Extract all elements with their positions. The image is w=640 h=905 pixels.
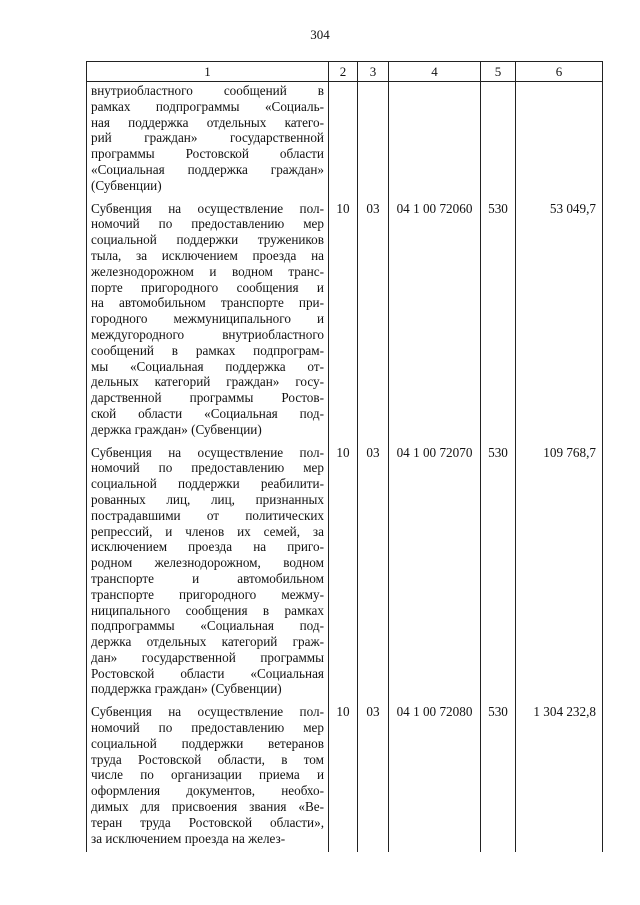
column-header-2: 2	[329, 62, 358, 82]
description-line: ная поддержка отдельных катего-	[91, 114, 324, 130]
spacer-cell	[329, 846, 358, 852]
description-line: Субвенция на осуществление пол-	[91, 704, 324, 720]
description-line: держка граждан» (Субвенции)	[91, 421, 262, 437]
expense-type-code: 530	[481, 438, 516, 698]
column-header-1: 1	[87, 62, 329, 82]
description-line: оформления документов, необхо-	[91, 783, 324, 799]
description-line: номочий по предоставлению мер	[91, 720, 324, 736]
description-line: «Социальная поддержка граждан»	[91, 161, 324, 177]
description-line: Субвенция на осуществление пол-	[91, 444, 324, 460]
description-line: репрессий, и членов их семей, за	[91, 523, 324, 539]
amount-value: 1 304 232,8	[516, 697, 603, 846]
description-line: числе по организации приема и	[91, 767, 324, 783]
expense-type-code: 530	[481, 194, 516, 438]
subsection-code	[358, 82, 389, 194]
spacer-cell	[516, 846, 603, 852]
description-line: рамках подпрограммы «Социаль-	[91, 98, 324, 114]
row-description	[87, 194, 329, 438]
description-line: номочий по предоставлению мер	[91, 216, 324, 232]
section-code: 10	[329, 438, 358, 698]
expense-type-code	[481, 82, 516, 194]
description-line: транспорте и автомобильном	[91, 570, 324, 586]
description-line: подпрограммы «Социальная под-	[91, 618, 324, 634]
description-line: (Субвенции)	[91, 177, 162, 193]
row-description	[87, 438, 329, 698]
description-line: внутриобластного сообщений в	[91, 83, 324, 98]
description-line: за исключением проезда на желез-	[91, 830, 286, 846]
budget-table	[86, 61, 603, 852]
section-code: 10	[329, 697, 358, 846]
column-header-4: 4	[389, 62, 481, 82]
target-article-code: 04 1 00 72080	[389, 697, 481, 846]
description-line: социальной поддержки тружеников	[91, 232, 324, 248]
target-article-code: 04 1 00 72070	[389, 438, 481, 698]
description-line: рий граждан» государственной	[91, 130, 324, 146]
description-line: тыла, за исключением проезда на	[91, 247, 324, 263]
subsection-code: 03	[358, 194, 389, 438]
description-line: мы «Социальная поддержка от-	[91, 358, 324, 374]
description-line: дан» государственной программы	[91, 649, 324, 665]
description-line: дельных категорий граждан» госу-	[91, 374, 324, 390]
expense-type-code: 530	[481, 697, 516, 846]
amount-value: 109 768,7	[516, 438, 603, 698]
table-row	[87, 697, 603, 846]
description-line: междугородного внутриобластного	[91, 326, 324, 342]
section-code: 10	[329, 194, 358, 438]
table-header-row	[87, 62, 603, 82]
row-description	[87, 697, 329, 846]
description-line: программы Ростовской области	[91, 146, 324, 162]
amount-value: 53 049,7	[516, 194, 603, 438]
subsection-code: 03	[358, 438, 389, 698]
description-line: социальной поддержки реабилити-	[91, 476, 324, 492]
description-line: димых для присвоения звания «Ве-	[91, 799, 324, 815]
spacer-cell	[481, 846, 516, 852]
subsection-code: 03	[358, 697, 389, 846]
description-line: труда Ростовской области, в том	[91, 751, 324, 767]
table-row	[87, 438, 603, 698]
description-line: ской области «Социальная под-	[91, 405, 324, 421]
table-row	[87, 82, 603, 194]
row-description	[87, 82, 329, 194]
description-line: транспорте пригородного межму-	[91, 586, 324, 602]
description-line: на автомобильном транспорте при-	[91, 295, 324, 311]
description-line: поддержка граждан» (Субвенции)	[91, 681, 282, 697]
spacer-cell	[389, 846, 481, 852]
spacer-cell	[358, 846, 389, 852]
description-line: пострадавшими от политических	[91, 507, 324, 523]
amount-value	[516, 82, 603, 194]
spacer-cell	[87, 846, 329, 852]
target-article-code	[389, 82, 481, 194]
description-line: городного межмуниципального и	[91, 311, 324, 327]
description-line: родном железнодорожном, водном	[91, 555, 324, 571]
description-line: Субвенция на осуществление пол-	[91, 200, 324, 216]
table-row-spacer	[87, 846, 603, 852]
description-line: железнодорожном и водном транс-	[91, 263, 324, 279]
description-line: исключением проезда на приго-	[91, 539, 324, 555]
description-line: ниципального сообщения в рамках	[91, 602, 324, 618]
section-code	[329, 82, 358, 194]
page-number: 304	[310, 27, 330, 42]
description-line: социальной поддержки ветеранов	[91, 735, 324, 751]
table-row	[87, 194, 603, 438]
description-line: номочий по предоставлению мер	[91, 460, 324, 476]
description-line: дарственной программы Ростов-	[91, 390, 324, 406]
description-line: теран труда Ростовской области»,	[91, 814, 324, 830]
description-line: рованных лиц, лиц, признанных	[91, 491, 324, 507]
target-article-code: 04 1 00 72060	[389, 194, 481, 438]
table-body	[87, 82, 603, 853]
column-header-5: 5	[481, 62, 516, 82]
description-line: держка отдельных категорий граж-	[91, 634, 324, 650]
column-header-3: 3	[358, 62, 389, 82]
column-header-6: 6	[516, 62, 603, 82]
description-line: порте пригородного сообщения и	[91, 279, 324, 295]
description-line: сообщений в рамках подпрограм-	[91, 342, 324, 358]
description-line: Ростовской области «Социальная	[91, 665, 324, 681]
